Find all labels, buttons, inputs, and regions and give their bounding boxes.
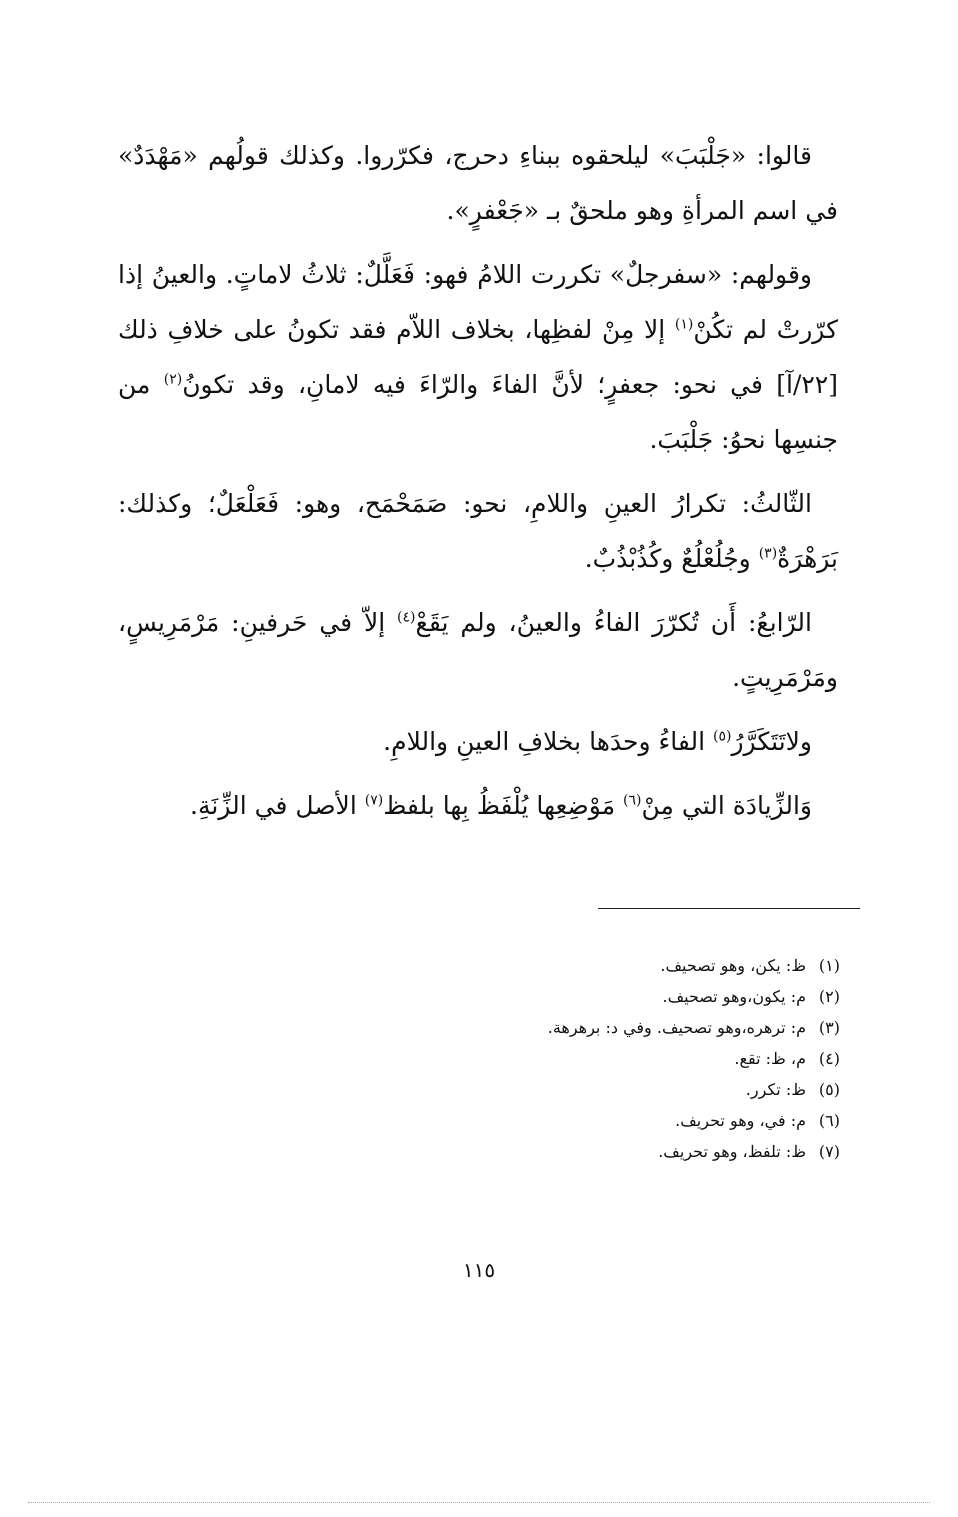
footnote-ref-6[interactable]: (٦) [623,792,642,809]
footnote-text: م، ظ: تقع. [734,1049,806,1068]
footnotes-list [280,950,840,1167]
footnote-item [280,1105,840,1136]
footnote-ref-7[interactable]: (٧) [364,792,384,809]
footnote-text: ظ: تلفظ، وهو تحريف. [658,1142,806,1161]
paragraph-6-text-a: وَالزِّيادَة التي مِنْ [641,791,812,820]
page-number: ١١٥ [462,1258,496,1282]
paragraph-4 [118,595,838,705]
paragraph-5 [118,714,838,769]
paragraph-1 [118,128,838,238]
footnote-text: م: يكون،وهو تصحيف. [662,987,806,1006]
paragraph-3-text-b: وجُلُعْلُعٌ وكُذُبْذُبٌ. [584,544,759,573]
paragraph-4-text-a: الرّابعُ: أَن تُكرّرَ الفاءُ والعينُ، ولم يَقَعْ [415,608,812,637]
paragraph-3-text-a: الثّالثُ: تكرارُ العينِ واللامِ، نحو: صَمَحْمَح، وهو: فَعَلْعَلٌ؛ وكذلك: بَرَهْرَةٌ [118,489,838,573]
footnote-text: ظ: تكرر. [745,1080,806,1099]
paragraph-6 [118,778,838,833]
footnote-ref-4[interactable]: (٤) [397,609,416,626]
paragraph-2-text-a: وقولهم: «سفرجلٌ» تكررت اللامُ فهو: فَعَلَّلٌ: ثلاثُ لاماتٍ. والعينُ إذا كرّرتْ لم تكُنْ [118,260,838,344]
footnote-text: م: ترهره،وهو تصحيف. وفي د: برهرهة. [547,1018,806,1037]
footnote-number: (٣) [818,1018,840,1037]
paragraph-4-text-b: إلاّ في حَرفينِ: مَرْمَرِيسٍ، ومَرْمَرِيتٍ. [118,608,838,692]
footnote-ref-2[interactable]: (٢) [163,371,183,388]
paragraph-6-text-c: الأصل في الزِّنَةِ. [190,791,365,820]
paragraph-6-text-b: مَوْضِعِها يُلْفَظُ بِها بلفظ [383,791,624,820]
footnote-number: (٦) [818,1111,840,1130]
paragraph-2-text-b: إلا مِنْ لفظِها، بخلاف اللاّم فقد تكونُ على خلافِ ذلك [٢٢/آ] في نحو: جعفرٍ؛ لأنَّ الفاءَ والرّاءَ فيه لامانِ، وقد تكونُ [118,315,838,399]
footnote-text: ظ: يكن، وهو تصحيف. [660,956,806,975]
footnote-item [280,1136,840,1167]
footnote-ref-3[interactable]: (٣) [758,545,778,562]
paragraph-5-text-b: الفاءُ وحدَها بخلافِ العينِ واللامِ. [383,727,714,756]
footnote-number: (٧) [818,1142,840,1161]
footnote-number: (٥) [818,1080,840,1099]
footnote-number: (١) [818,956,840,975]
footnote-ref-1[interactable]: (١) [674,316,694,333]
footnote-item [280,1074,840,1105]
footnote-number: (٢) [818,987,840,1006]
paragraph-3 [118,476,838,586]
footnote-item [280,1043,840,1074]
main-text-body [118,128,838,833]
paragraph-2-text-c: من جنسِها نحوُ: جَلْبَبَ. [118,370,838,454]
paragraph-2 [118,247,838,467]
scan-edge-artifact [28,1502,930,1503]
footnote-number: (٤) [818,1049,840,1068]
footnote-divider [598,908,860,909]
footnote-item [280,950,840,981]
footnote-text: م: في، وهو تحريف. [675,1111,806,1130]
paragraph-1-text: قالوا: «جَلْبَبَ» ليلحقوه ببناءِ دحرج، فكرّروا. وكذلك قولُهم «مَهْدَدٌ» في اسم المرأةِ وهو ملحقٌ بـ «جَعْفرٍ». [118,141,838,225]
footnote-ref-5[interactable]: (٥) [713,728,732,745]
paragraph-5-text-a: ولاتَتَكَرَّرُ [731,727,812,756]
footnote-item [280,981,840,1012]
footnote-item [280,1012,840,1043]
